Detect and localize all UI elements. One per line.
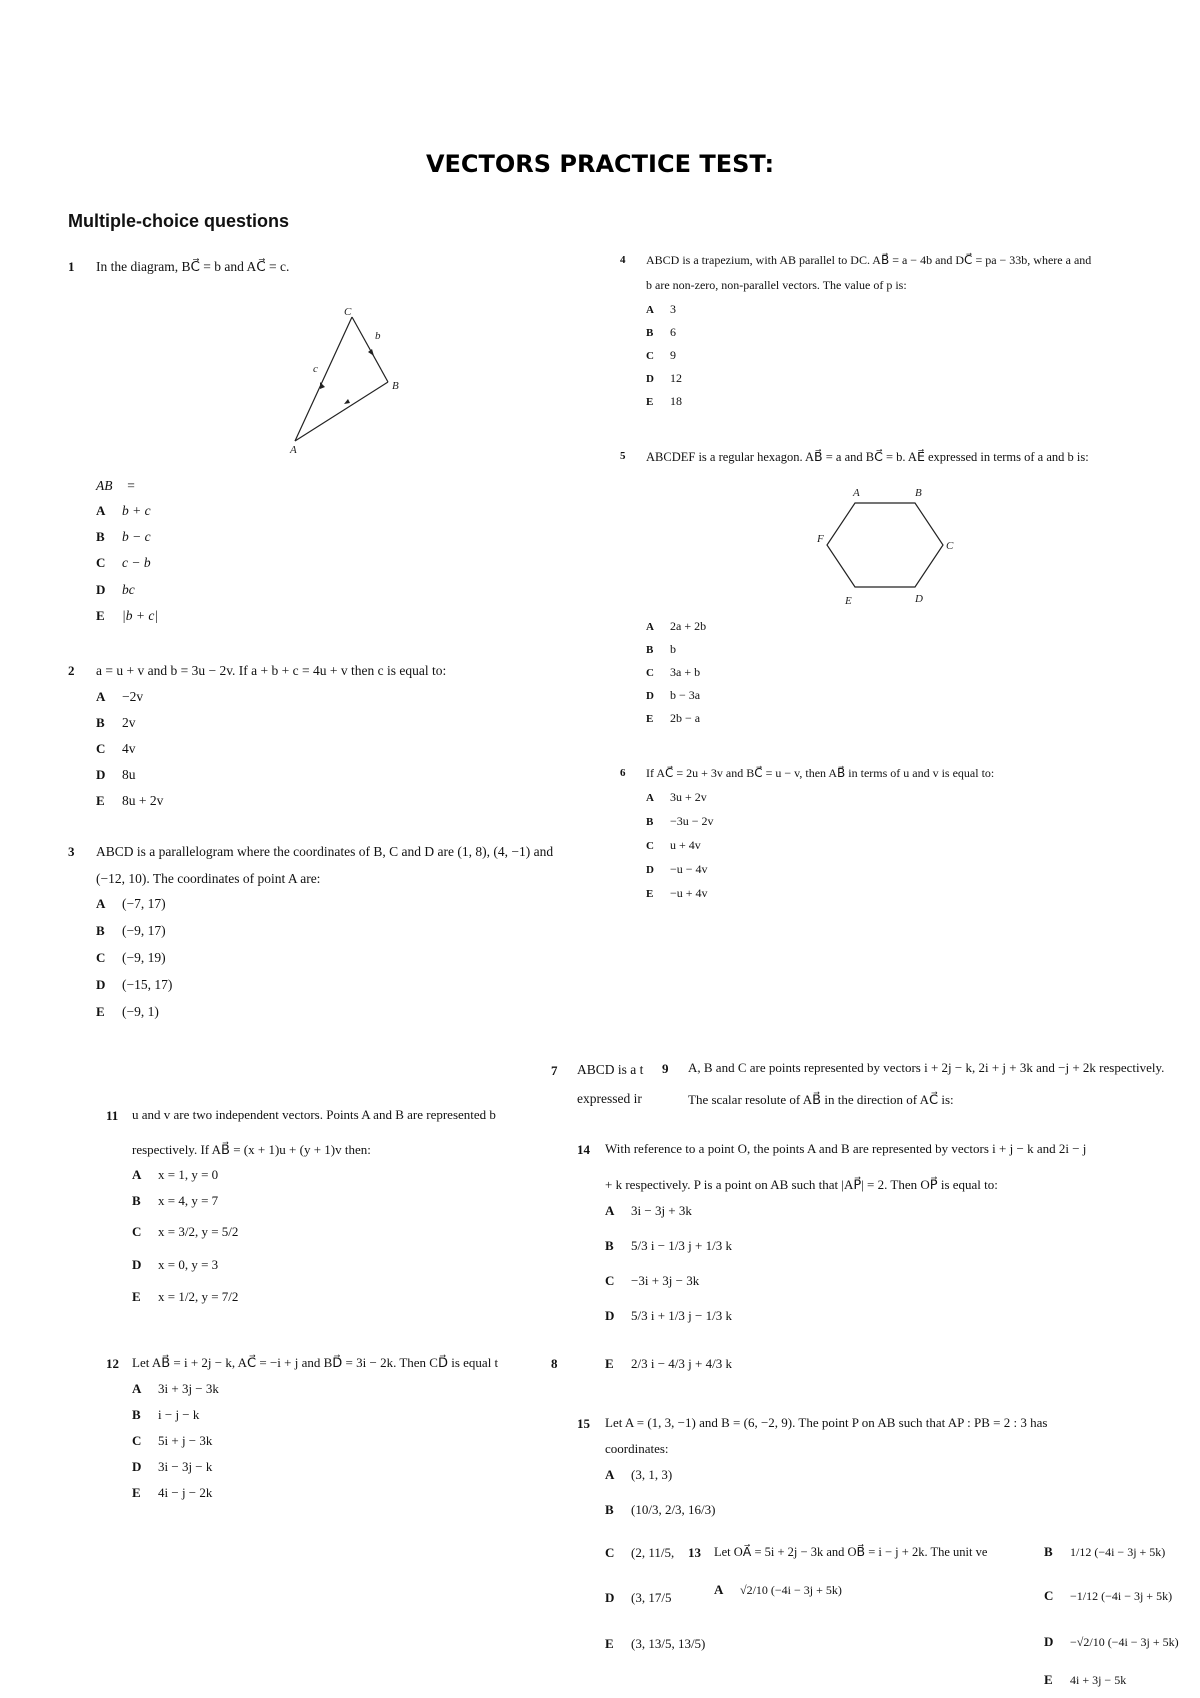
option-c[interactable]: C 5i + j − 3k [132, 1433, 213, 1448]
question-stem: a = u + v and b = 3u − 2v. If a + b + c = 4u + v then c is equal to: [96, 663, 447, 678]
vertex-label-a: A [853, 487, 860, 499]
option-b[interactable]: B b − c [96, 529, 151, 544]
vertex-label-c: C [344, 306, 352, 318]
option-d[interactable]: D −√2/10 (−4i − 3j + 5k) [1044, 1634, 1179, 1649]
option-d[interactable]: D 12 [646, 371, 682, 385]
vertex-label-b: B [915, 487, 922, 499]
hexagon-diagram [815, 484, 960, 606]
option-d[interactable]: D 8u [96, 767, 136, 782]
option-e[interactable]: E 4i + 3j − 5k [1044, 1672, 1127, 1687]
option-e[interactable]: E |b + c| [96, 608, 159, 623]
question-stem-line2: (−12, 10). The coordinates of point A are: [96, 871, 321, 886]
question-number: 4 [620, 254, 626, 266]
option-e[interactable]: E (−9, 1) [96, 1004, 159, 1019]
question-stem-line1: With reference to a point O, the points A and B are represented by vectors i + j − k and 2i − j [605, 1141, 1087, 1156]
option-b[interactable]: B i − j − k [132, 1407, 200, 1422]
question-number: 15 [577, 1416, 590, 1431]
option-a[interactable]: A −2v [96, 689, 144, 704]
option-b[interactable]: B (−9, 17) [96, 923, 166, 938]
question-prompt: AB⃗ = [96, 478, 136, 493]
option-a[interactable]: A b + c [96, 503, 151, 518]
option-b[interactable]: B x = 4, y = 7 [132, 1193, 219, 1208]
question-stem-line2: + k respectively. P is a point on AB such that |AP⃗| = 2. Then OP⃗ is equal to: [605, 1177, 998, 1192]
question-stem-line1: u and v are two independent vectors. Points A and B are represented b [132, 1107, 496, 1122]
vertex-label-b: B [392, 380, 399, 392]
question-number: 14 [577, 1142, 590, 1157]
option-a[interactable]: A 3 [646, 302, 676, 316]
option-e[interactable]: E −u + 4v [646, 886, 708, 900]
option-b[interactable]: B 6 [646, 325, 676, 339]
question-number: 2 [68, 663, 75, 678]
option-b[interactable]: B 1/12 (−4i − 3j + 5k) [1044, 1544, 1166, 1559]
option-d[interactable]: D x = 0, y = 3 [132, 1257, 219, 1272]
option-e[interactable]: E 4i − j − 2k [132, 1485, 213, 1500]
question-stem-line2: expressed ir [577, 1091, 642, 1106]
option-b[interactable]: B b [646, 642, 676, 656]
option-d[interactable]: D 3i − 3j − k [132, 1459, 213, 1474]
option-e[interactable]: E (3, 13/5, 13/5) [605, 1636, 706, 1651]
option-a[interactable]: A (3, 1, 3) [605, 1467, 673, 1482]
question-stem-line2: respectively. If AB⃗ = (x + 1)u + (y + 1)v then: [132, 1142, 371, 1157]
option-d[interactable]: D −u − 4v [646, 862, 708, 876]
option-e[interactable]: E x = 1/2, y = 7/2 [132, 1289, 239, 1304]
question-stem-line1: Let A = (1, 3, −1) and B = (6, −2, 9). The point P on AB such that AP : PB = 2 : 3 has [605, 1415, 1048, 1430]
option-c[interactable]: C (2, 11/5, [605, 1545, 675, 1560]
edge-label-c: c [313, 363, 318, 375]
vertex-label-a: A [290, 444, 297, 455]
question-stem: If AC⃗ = 2u + 3v and BC⃗ = u − v, then AB⃗ in terms of u and v is equal to: [646, 766, 995, 780]
option-c[interactable]: C c − b [96, 555, 151, 570]
question-stem-line2: The scalar resolute of AB⃗ in the direction of AC⃗ is: [688, 1092, 954, 1107]
question-stem: In the diagram, BC⃗ = b and AC⃗ = c. [96, 259, 290, 274]
vertex-label-d: D [915, 593, 923, 605]
option-a[interactable]: A 3i + 3j − 3k [132, 1381, 219, 1396]
option-a[interactable]: A √2/10 (−4i − 3j + 5k) [714, 1582, 842, 1597]
option-b[interactable]: B −3u − 2v [646, 814, 714, 828]
option-b[interactable]: B (10/3, 2/3, 16/3) [605, 1502, 716, 1517]
option-b[interactable]: B 5/3 i − 1/3 j + 1/3 k [605, 1238, 732, 1253]
question-stem: ABCDEF is a regular hexagon. AB⃗ = a and BC⃗ = b. AE⃗ expressed in terms of a and b is: [646, 450, 1089, 464]
question-number: 1 [68, 259, 75, 274]
option-d[interactable]: D bc [96, 582, 135, 597]
vertex-label-e: E [845, 595, 852, 606]
option-b[interactable]: B 2v [96, 715, 136, 730]
option-d[interactable]: D 5/3 i + 1/3 j − 1/3 k [605, 1308, 732, 1323]
question-number: 11 [106, 1108, 119, 1123]
question-number: 13 [688, 1545, 701, 1560]
question-stem-line2: b are non-zero, non-parallel vectors. The value of p is: [646, 278, 907, 292]
option-c[interactable]: C −3i + 3j − 3k [605, 1273, 700, 1288]
option-c[interactable]: C 3a + b [646, 665, 701, 679]
question-number: 5 [620, 450, 626, 462]
section-heading: Multiple-choice questions [68, 211, 290, 231]
option-d[interactable]: D (3, 17/5 [605, 1590, 672, 1605]
vertex-label-f: F [817, 533, 824, 545]
option-e[interactable]: E 2b − a [646, 711, 701, 725]
option-c[interactable]: C x = 3/2, y = 5/2 [132, 1224, 239, 1239]
question-stem-line1: A, B and C are points represented by vectors i + 2j − k, 2i + j + 3k and −j + 2k respectively. [688, 1060, 1165, 1075]
option-d[interactable]: D b − 3a [646, 688, 701, 702]
option-a[interactable]: A 3i − 3j + 3k [605, 1203, 692, 1218]
edge-label-b: b [375, 330, 381, 342]
option-c[interactable]: C 9 [646, 348, 676, 362]
question-stem: Let OA⃗ = 5i + 2j − 3k and OB⃗ = i − j + 2k. The unit ve [714, 1545, 988, 1559]
option-e[interactable]: E 2/3 i − 4/3 j + 4/3 k [605, 1356, 732, 1371]
option-c[interactable]: C −1/12 (−4i − 3j + 5k) [1044, 1588, 1173, 1603]
question-stem: Let AB⃗ = i + 2j − k, AC⃗ = −i + j and BD⃗ = 3i − 2k. Then CD⃗ is equal t [132, 1355, 499, 1370]
page-title: VECTORS PRACTICE TEST: [425, 150, 775, 178]
option-a[interactable]: A (−7, 17) [96, 896, 166, 911]
option-a[interactable]: A 2a + 2b [646, 619, 707, 633]
option-c[interactable]: C 4v [96, 741, 136, 756]
option-a[interactable]: A 3u + 2v [646, 790, 707, 804]
question-number: 12 [106, 1356, 119, 1371]
question-stem-line1: ABCD is a trapezium, with AB parallel to DC. AB⃗ = a − 4b and DC⃗ = pa − 33b, where a and [646, 253, 1092, 267]
option-c[interactable]: C (−9, 19) [96, 950, 166, 965]
triangle-diagram [280, 305, 410, 455]
option-c[interactable]: C u + 4v [646, 838, 701, 852]
option-a[interactable]: A x = 1, y = 0 [132, 1167, 219, 1182]
option-e[interactable]: E 8u + 2v [96, 793, 164, 808]
vertex-label-c: C [946, 540, 954, 552]
option-d[interactable]: D (−15, 17) [96, 977, 173, 992]
question-number: 9 [662, 1061, 669, 1076]
question-number: 6 [620, 767, 626, 779]
question-stem-line2: coordinates: [605, 1441, 669, 1456]
question-number: 7 [551, 1063, 558, 1078]
question-8-number: 8 [551, 1356, 558, 1371]
question-number: 3 [68, 844, 75, 859]
question-stem-line1: ABCD is a t [577, 1062, 644, 1077]
option-e[interactable]: E 18 [646, 394, 682, 408]
question-stem-line1: ABCD is a parallelogram where the coordinates of B, C and D are (1, 8), (4, −1) and [96, 844, 554, 859]
